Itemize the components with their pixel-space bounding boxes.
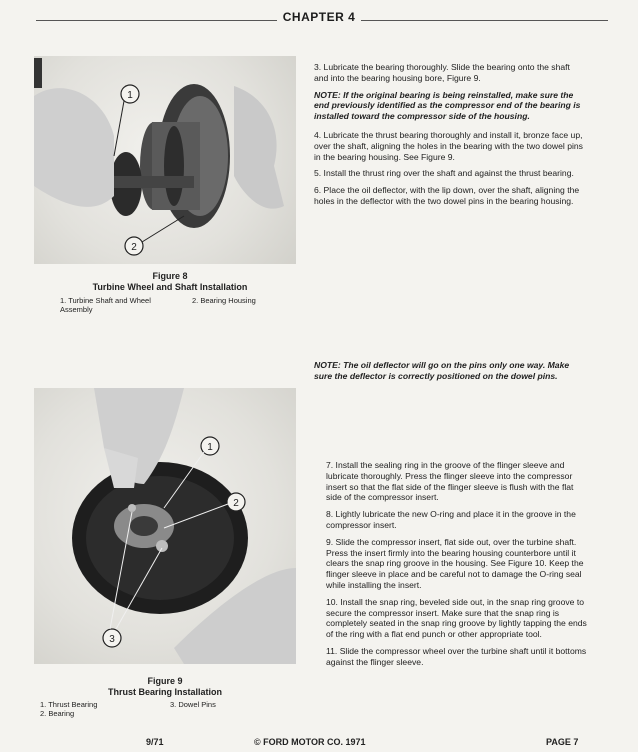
figure-9-caption bbox=[40, 676, 290, 720]
step-10: 10. Install the snap ring, beveled side out, in the snap ring groove to secure the compressor insert. Make sure that the snap ring is completely seated in the snap ring groove by lightly tapping the ends of the ring with a flat end punch or other appropriate tool. bbox=[326, 596, 587, 640]
figure-9-callout-3: 3 bbox=[109, 634, 115, 645]
step-11: 11. Slide the compressor wheel over the turbine shaft until it bottoms against the flinger sleeve. bbox=[326, 645, 587, 667]
step-8: 8. Lightly lubricate the new O-ring and place it in the groove in the compressor insert. bbox=[326, 509, 576, 530]
figure-8-caption bbox=[60, 271, 280, 313]
footer-date: 9/71 bbox=[146, 737, 164, 747]
steps-top bbox=[314, 62, 584, 213]
figure-8-legend-2: 2. Bearing Housing bbox=[192, 296, 256, 305]
footer-page-number: PAGE 7 bbox=[546, 737, 579, 747]
figure-9-legend-2: 2. Bearing bbox=[40, 709, 75, 718]
footer-copyright: © FORD MOTOR CO. 1971 bbox=[254, 737, 366, 747]
figure-9-subtitle: Thrust Bearing Installation bbox=[107, 687, 222, 697]
figure-8-legend-1: 1. Turbine Shaft and Wheel Assembly bbox=[60, 296, 151, 314]
figure-9-legend-1: 1. Thrust Bearing bbox=[40, 700, 98, 709]
step-7: 7. Install the sealing ring in the groove of the flinger sleeve and lubricate thoroughly. Press the flinger sleeve into the compressor insert so that the flat side of the flinger sleeve is flush with the flat side of the compressor insert. bbox=[326, 460, 574, 503]
step-4: 4. Lubricate the thrust bearing thoroughly and install it, bronze face up, over the shaft, aligning the holes in the bearing with the two dowel pins in the bearing housing. See Figure 9. bbox=[314, 129, 583, 162]
figure-8-subtitle: Turbine Wheel and Shaft Installation bbox=[92, 282, 248, 292]
step-6: 6. Place the oil deflector, with the lip down, over the shaft, aligning the holes in the deflector with the two dowel pins in the bearing housing. bbox=[314, 185, 580, 206]
figure-9-photo bbox=[34, 388, 296, 664]
figure-9-title: Figure 9 bbox=[147, 676, 183, 686]
chapter-heading: CHAPTER 4 bbox=[0, 10, 638, 24]
note-oil-deflector: NOTE: The oil deflector will go on the pins only one way. Make sure the deflector is correctly positioned on the dowel pins. bbox=[314, 360, 570, 381]
figure-9-callout-1: 1 bbox=[207, 442, 213, 453]
note-original-bearing: NOTE: If the original bearing is being reinstalled, make sure the end previously identified as the compressor end of the bearing is installed toward the compressor side of the housing. bbox=[314, 89, 581, 122]
figure-8-title: Figure 8 bbox=[152, 271, 188, 281]
figure-8-callout-2: 2 bbox=[131, 242, 137, 253]
step-9: 9. Slide the compressor insert, flat side out, over the turbine shaft. Press the insert firmly into the bearing housing counterbore until it clears the snap ring groove in the housing. See Figure 10. Keep the flinger sleeve in place and be careful not to damage the O-ring seal while installing the insert. bbox=[326, 536, 584, 590]
figure-8-photo bbox=[34, 56, 296, 264]
figure-9-legend-3: 3. Dowel Pins bbox=[170, 700, 216, 709]
figure-9-callout-2: 2 bbox=[233, 498, 239, 509]
figure-8-callout-1: 1 bbox=[127, 90, 133, 101]
steps-bottom bbox=[326, 460, 588, 674]
step-3: 3. Lubricate the bearing thoroughly. Slide the bearing onto the shaft and into the bearing housing bore, Figure 9. bbox=[314, 62, 570, 83]
step-5: 5. Install the thrust ring over the shaft and against the thrust bearing. bbox=[314, 168, 574, 179]
